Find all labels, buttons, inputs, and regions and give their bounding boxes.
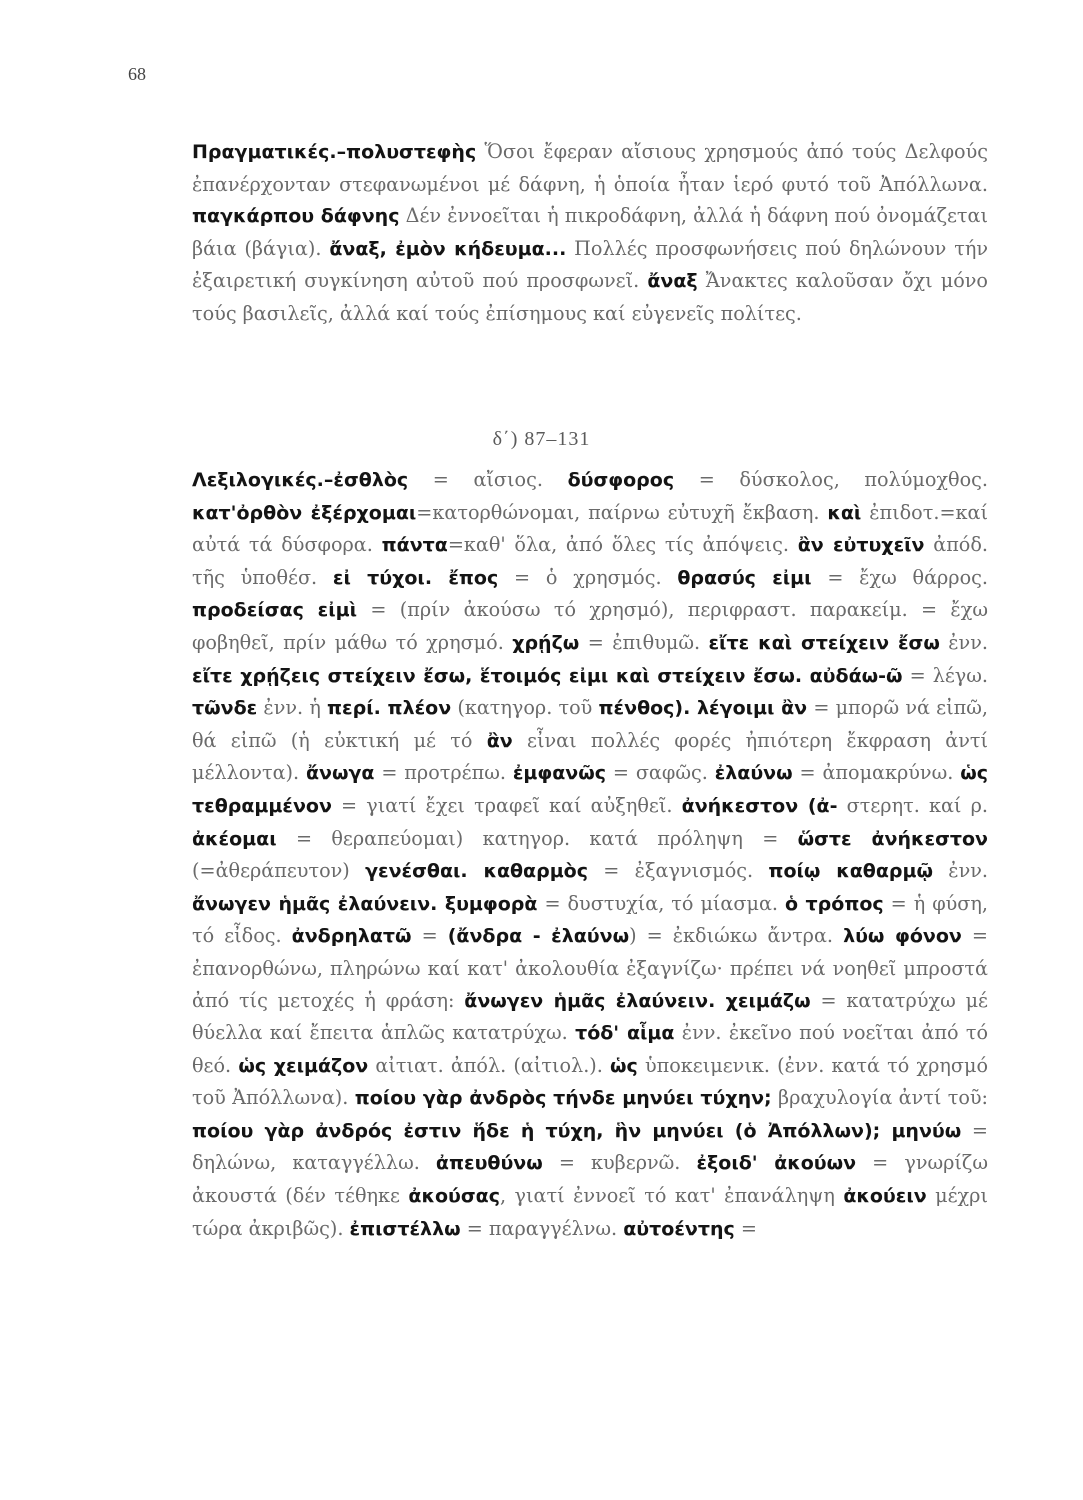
gloss-text: Δέν ἐννοεῖται ἡ πικροδάφνη, ἀλλά ἡ δάφνη πού ὀνομάζεται βάια (βάγια). [192,204,988,260]
gloss-text: = (πρίν ἀκούσω τό χρησμό), περιφραστ. παρακείμ. = ἔχω φοβηθεῖ, πρίν μάθω τό χρησμό. [192,598,989,654]
gloss-text: (=ἀθεράπευτον) [192,859,366,883]
gloss-text: = λέγω. [902,663,989,687]
gloss-text: = ἐπιθυμῶ. [579,630,709,654]
gloss-text: ἐνν. ἐκεῖνο πού νοεῖται ἀπό τό θεό. [192,1021,988,1077]
gloss-text: = μπορῶ νά εἰπῶ, θά εἰπῶ (ἡ εὐκτική μέ τό [192,696,988,752]
lemma-term: ὡς τεθραμμένον [192,762,988,817]
gloss-text: = ὁ χρησμός. [498,565,678,589]
lemma-term: ἀκέομαι [192,827,277,850]
gloss-text: = κατατρύχω μέ θύελλα καί ἔπειτα ἁπλῶς κατατρύχω. [192,988,988,1045]
lemma-term: ἐπιστέλλω [349,1217,461,1240]
gloss-text: = αἴσιος. [408,468,568,491]
lemma-term: ὡς [610,1054,638,1077]
lemma-term: προδείσας εἰμὶ [192,599,358,622]
gloss-text: =καθ' ὅλα, ἀπό ὅλες τίς ἀπόψεις. [447,533,798,557]
gloss-text: = [734,1216,757,1240]
gloss-text: Πολλές προσφωνήσεις πού δηλώνουν τήν ἐξαιρετική συγκίνηση αὐτοῦ πού προσφωνεῖ. [192,236,988,293]
gloss-text: ὑποκειμενικ. (ἐνν. κατά τό χρησμό τοῦ Ἀπόλλωνα). [192,1053,988,1110]
gloss-text: =κατορθώνομαι, παίρνω εὐτυχῆ ἔκβαση. [416,500,828,524]
gloss-text: εἶναι πολλές φορές ἠπιότερη ἔκφραση ἀντί μέλλοντα). [192,728,989,785]
gloss-text: ἐνν. ἡ [257,696,328,720]
lemma-term: ἀνήκεστον (ἀ- [681,794,838,817]
gloss-text: = δυστυχία, τό μίασμα. [537,891,785,915]
lemma-term: εἰ τύχοι. ἔπος [332,566,499,589]
commentary-paragraph-lexilogikes [192,464,988,1245]
lemma-term: πάντα [381,534,448,557]
gloss-text: , γιατί ἐννοεῖ τό κατ' ἐπανάληψη [499,1184,844,1208]
lemma-term: εἴτε καὶ στείχειν ἔσω [708,631,940,654]
lemma-term: παγκάρπου δάφνης [192,205,400,228]
lemma-term: ἄναξ [647,270,698,293]
lemma-term: ἐμφανῶς [512,762,607,785]
gloss-text: = [411,924,448,948]
gloss-text: = δύσκολος, πολύμοχθος. [674,468,988,491]
gloss-text: αἰτιατ. ἀπόλ. (αἰτιολ.). [368,1053,611,1077]
gloss-text: ) = ἐκδιώκω ἄντρα. [629,924,844,948]
lemma-term: ὡς χειμάζον [238,1054,369,1077]
lemma-term: περί. πλέον [327,697,452,720]
gloss-text: ἐπιδοτ.=καί αὐτά τά δύσφορα. [192,500,988,557]
gloss-text: = παραγγέλνω. [460,1216,624,1240]
gloss-text: = θεραπεύομαι) κατηγορ. κατά πρόληψη = [276,826,798,850]
lemma-term: αὐτοέντης [623,1217,735,1240]
commentary-paragraph-pragmatikes [192,136,988,330]
lemma-term: ἂν [486,729,513,752]
gloss-text: = ἐπανορθώνω, πληρώνω καί κατ' ἀκολουθία ἐξαγνίζω· πρέπει νά νοηθεῖ μπροστά ἀπό τίς μετοχές ἡ φράση: [192,924,988,1012]
lemma-term: ἐλαύνω [714,762,793,785]
lemma-term: τόδ' αἷμα [575,1022,675,1045]
gloss-text: = σαφῶς. [606,761,715,785]
lemma-term: ποίου γὰρ ἀνδρὸς τήνδε μηνύει τύχην; [354,1087,772,1110]
gloss-text: = προτρέπω. [374,761,513,785]
lemma-term: χρῄζω [512,631,580,654]
gloss-text: μέχρι τώρα ἀκριβῶς). [192,1184,988,1240]
lemma-term: ποίου γὰρ ἀνδρός ἐστιν ἥδε ἡ τύχη, ἣν μηνύει (ὁ Ἀπόλλων); μηνύω [192,1119,962,1142]
gloss-text: = ἡ φύση, τό εἶδος. [192,891,988,948]
gloss-text: (κατηγορ. τοῦ [451,696,599,720]
gloss-text: ἐνν. [932,859,988,883]
lemma-term: (ἄνδρα - ἐλαύνω [447,925,630,948]
lemma-term: δύσφορος [567,469,675,491]
lemma-term: ποίῳ καθαρμῷ [768,860,933,883]
gloss-text: ἐνν. [939,630,988,654]
lemma-term: ἀπευθύνω [435,1152,543,1175]
lemma-term: ὁ τρόπος [785,892,884,915]
gloss-text: = γνωρίζω ἀκουστά (δέν τέθηκε [192,1151,988,1208]
lemma-term: ἀκούειν [843,1185,927,1208]
lemma-term: γενέσθαι. καθαρμὸς [365,860,589,883]
lemma-term: ὥστε ἀνήκεστον [797,827,988,850]
lemma-term: ἂν εὐτυχεῖν [797,534,925,557]
gloss-text: στερητ. καί ρ. [837,793,988,817]
gloss-text: = ἐξαγνισμός. [588,859,769,883]
gloss-text: = δηλώνω, καταγγέλλω. [192,1118,988,1175]
page-number: 68 [128,64,146,84]
lemma-term: ἄνωγα [305,762,375,785]
lemma-term: Λεξιλογικές.–ἐσθλὸς [192,469,409,491]
lemma-term: εἴτε χρῄζεις στείχειν ἔσω, ἕτοιμός εἰμι καὶ στείχειν ἔσω. αὐδάω-ῶ [192,664,903,687]
gloss-text: = γιατί ἔχει τραφεῖ καί αὐξηθεῖ. [331,793,682,817]
lemma-term: ἄναξ, ἐμὸν κήδευμα... [329,237,567,260]
gloss-text: = ἀπομακρύνω. [792,761,961,785]
lemma-term: ἄνωγεν ἡμᾶς ἐλαύνειν. χειμάζω [464,989,811,1012]
gloss-text: ἀπόδ. τῆς ὑποθέσ. [192,533,989,589]
lemma-term: Πραγματικές.–πολυστεφὴς [192,141,477,163]
lemma-term: πένθος). λέγοιμι ἂν [598,697,808,720]
gloss-text: = κυβερνῶ. [542,1151,697,1175]
lemma-term: ἄνωγεν ἡμᾶς ἐλαύνειν. ξυμφορὰ [192,892,538,915]
gloss-text: Ὅσοι ἔφεραν αἴσιους χρησμούς ἀπό τούς Δελφούς ἐπανέρχονταν στεφανωμένοι μέ δάφνη, ἡ ὁποία ἦταν ἱερό φυτό τοῦ Ἀπόλλωνα. [192,140,988,196]
lemma-term: ἀνδρηλατῶ [291,925,412,948]
section-heading: δ΄) 87–131 [492,428,591,450]
gloss-text: = ἔχω θάρρος. [811,565,988,589]
gloss-text: βραχυλογία ἀντί τοῦ: [771,1086,988,1110]
lemma-term: ἀκούσας [408,1185,500,1208]
lemma-term: καὶ [827,501,862,524]
lemma-term: λύω φόνον [843,925,962,948]
lemma-term: κατ'ὀρθὸν ἐξέρχομαι [192,501,417,524]
gloss-text: Ἄνακτες καλοῦσαν ὄχι μόνο τούς βασιλεῖς, ἀλλά καί τούς ἐπίσημους καί εὐγενεῖς πολίτες. [192,269,988,325]
lemma-term: τῶνδε [192,697,258,720]
lemma-term: ἐξοιδ' ἀκούων [696,1152,857,1175]
lemma-term: θρασύς εἰμι [677,566,812,589]
